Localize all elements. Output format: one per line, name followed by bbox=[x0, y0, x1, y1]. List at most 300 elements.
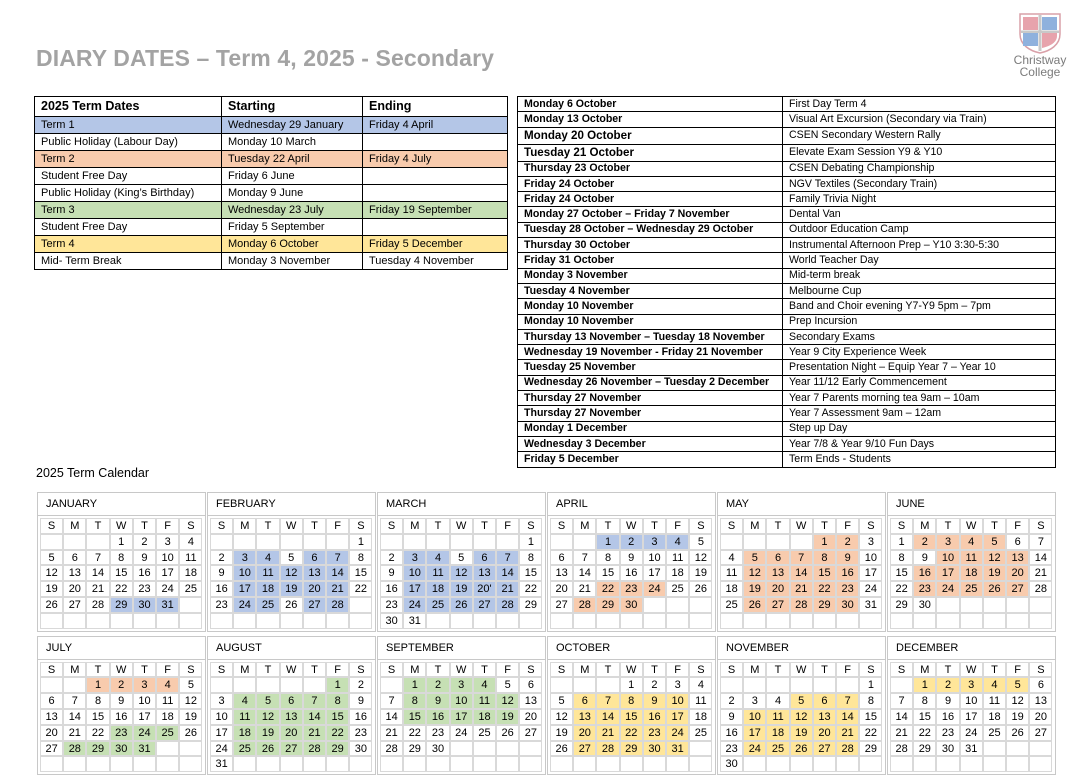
day-cell: 17 bbox=[450, 709, 473, 725]
empty-cell bbox=[496, 741, 519, 757]
term-start: Monday 6 October bbox=[222, 236, 363, 253]
weekday-header: S bbox=[890, 518, 913, 534]
weekday-header: M bbox=[403, 518, 426, 534]
day-cell: 5 bbox=[496, 677, 519, 693]
empty-cell bbox=[326, 756, 349, 772]
empty-cell bbox=[426, 613, 449, 629]
day-cell: 8 bbox=[110, 550, 133, 566]
empty-cell bbox=[256, 677, 279, 693]
empty-cell bbox=[743, 613, 766, 629]
day-cell: 25 bbox=[473, 725, 496, 741]
term-name: Term 3 bbox=[35, 202, 222, 219]
event-description: Secondary Exams bbox=[783, 329, 1056, 344]
day-cell: 27 bbox=[813, 741, 836, 757]
term-start: Friday 6 June bbox=[222, 168, 363, 185]
term-row bbox=[35, 236, 508, 253]
empty-cell bbox=[86, 756, 109, 772]
day-cell: 3 bbox=[233, 550, 256, 566]
day-cell: 13 bbox=[573, 709, 596, 725]
day-cell: 21 bbox=[836, 725, 859, 741]
term-row bbox=[35, 134, 508, 151]
empty-cell bbox=[403, 756, 426, 772]
weekday-header: T bbox=[643, 518, 666, 534]
empty-cell bbox=[766, 613, 789, 629]
empty-cell bbox=[303, 613, 326, 629]
day-cell: 23 bbox=[349, 725, 372, 741]
day-cell: 27 bbox=[280, 741, 303, 757]
day-cell: 3 bbox=[643, 534, 666, 550]
day-cell: 11 bbox=[256, 565, 279, 581]
day-cell: 13 bbox=[766, 565, 789, 581]
empty-cell bbox=[280, 534, 303, 550]
day-cell: 22 bbox=[913, 725, 936, 741]
day-cell: 30 bbox=[133, 597, 156, 613]
day-cell: 31 bbox=[666, 741, 689, 757]
day-cell: 25 bbox=[720, 597, 743, 613]
day-cell: 5 bbox=[550, 693, 573, 709]
day-cell: 30 bbox=[380, 613, 403, 629]
day-cell: 13 bbox=[40, 709, 63, 725]
day-cell: 21 bbox=[326, 581, 349, 597]
empty-cell bbox=[859, 613, 882, 629]
empty-cell bbox=[936, 597, 959, 613]
event-date: Friday 31 October bbox=[518, 253, 783, 268]
month-name: SEPTEMBER bbox=[378, 637, 545, 660]
empty-cell bbox=[496, 756, 519, 772]
day-cell: 4 bbox=[473, 677, 496, 693]
day-cell: 27 bbox=[63, 597, 86, 613]
empty-cell bbox=[1029, 613, 1052, 629]
day-cell: 25 bbox=[426, 597, 449, 613]
day-cell: 29 bbox=[913, 741, 936, 757]
empty-cell bbox=[790, 677, 813, 693]
event-description: Family Trivia Night bbox=[783, 192, 1056, 207]
day-cell: 3 bbox=[743, 693, 766, 709]
day-cell: 8 bbox=[349, 550, 372, 566]
day-cell: 30 bbox=[643, 741, 666, 757]
event-row bbox=[518, 238, 1056, 253]
day-cell: 20 bbox=[519, 709, 542, 725]
day-cell: 11 bbox=[983, 693, 1006, 709]
empty-cell bbox=[40, 534, 63, 550]
empty-cell bbox=[426, 534, 449, 550]
day-cell: 26 bbox=[40, 597, 63, 613]
day-cell: 30 bbox=[913, 597, 936, 613]
day-cell: 7 bbox=[303, 693, 326, 709]
weekday-header: T bbox=[426, 518, 449, 534]
day-cell: 24 bbox=[643, 581, 666, 597]
day-cell: 21 bbox=[1029, 565, 1052, 581]
event-description: CSEN Secondary Western Rally bbox=[783, 127, 1056, 144]
day-cell: 12 bbox=[40, 565, 63, 581]
day-cell: 2 bbox=[210, 550, 233, 566]
month-grid bbox=[718, 660, 885, 775]
weekday-header: M bbox=[63, 662, 86, 678]
weekday-header: M bbox=[573, 662, 596, 678]
term-name: Term 1 bbox=[35, 117, 222, 134]
empty-cell bbox=[280, 613, 303, 629]
day-cell: 4 bbox=[689, 677, 712, 693]
empty-cell bbox=[519, 756, 542, 772]
day-cell: 4 bbox=[720, 550, 743, 566]
day-cell: 30 bbox=[620, 597, 643, 613]
logo-line-2: College bbox=[1019, 65, 1061, 79]
empty-cell bbox=[913, 756, 936, 772]
term-end: Tuesday 4 November bbox=[363, 253, 508, 270]
empty-cell bbox=[1006, 756, 1029, 772]
event-row bbox=[518, 421, 1056, 436]
day-cell: 7 bbox=[86, 550, 109, 566]
day-cell: 18 bbox=[179, 565, 202, 581]
empty-cell bbox=[473, 756, 496, 772]
day-cell: 20 bbox=[280, 725, 303, 741]
term-start: Wednesday 29 January bbox=[222, 117, 363, 134]
day-cell: 15 bbox=[86, 709, 109, 725]
empty-cell bbox=[40, 756, 63, 772]
event-row bbox=[518, 314, 1056, 329]
weekday-header: T bbox=[256, 518, 279, 534]
day-cell: 24 bbox=[156, 581, 179, 597]
weekday-header: S bbox=[349, 518, 372, 534]
event-description: Year 7/8 & Year 9/10 Fun Days bbox=[783, 436, 1056, 451]
term-name: Mid- Term Break bbox=[35, 253, 222, 270]
weekday-header: S bbox=[859, 518, 882, 534]
day-cell: 23 bbox=[836, 581, 859, 597]
day-cell: 8 bbox=[403, 693, 426, 709]
day-cell: 23 bbox=[133, 581, 156, 597]
day-cell: 21 bbox=[496, 581, 519, 597]
weekday-header: T bbox=[936, 518, 959, 534]
event-row bbox=[518, 176, 1056, 191]
event-date: Tuesday 25 November bbox=[518, 360, 783, 375]
day-cell: 16 bbox=[210, 581, 233, 597]
day-cell: 20 bbox=[1029, 709, 1052, 725]
day-cell: 1 bbox=[326, 677, 349, 693]
day-cell: 15 bbox=[913, 709, 936, 725]
term-row bbox=[35, 151, 508, 168]
month-row bbox=[37, 492, 1060, 636]
empty-cell bbox=[303, 756, 326, 772]
day-cell: 27 bbox=[303, 597, 326, 613]
day-cell: 2 bbox=[380, 550, 403, 566]
empty-cell bbox=[303, 534, 326, 550]
day-cell: 16 bbox=[620, 565, 643, 581]
month-grid bbox=[888, 660, 1055, 775]
weekday-header: F bbox=[496, 518, 519, 534]
day-cell: 25 bbox=[983, 725, 1006, 741]
term-dates-table bbox=[34, 96, 508, 270]
empty-cell bbox=[573, 613, 596, 629]
empty-cell bbox=[573, 534, 596, 550]
day-cell: 9 bbox=[133, 550, 156, 566]
day-cell: 10 bbox=[743, 709, 766, 725]
day-cell: 11 bbox=[156, 693, 179, 709]
event-date: Monday 10 November bbox=[518, 299, 783, 314]
empty-cell bbox=[156, 756, 179, 772]
day-cell: 2 bbox=[936, 677, 959, 693]
day-cell: 9 bbox=[110, 693, 133, 709]
day-cell: 24 bbox=[133, 725, 156, 741]
month-grid bbox=[548, 516, 715, 631]
event-row bbox=[518, 222, 1056, 237]
day-cell: 12 bbox=[743, 565, 766, 581]
day-cell: 8 bbox=[86, 693, 109, 709]
empty-cell bbox=[303, 677, 326, 693]
day-cell: 20 bbox=[573, 725, 596, 741]
day-cell: 10 bbox=[960, 693, 983, 709]
empty-cell bbox=[790, 534, 813, 550]
day-cell: 2 bbox=[426, 677, 449, 693]
weekday-header: S bbox=[550, 662, 573, 678]
term-start: Monday 10 March bbox=[222, 134, 363, 151]
day-cell: 25 bbox=[960, 581, 983, 597]
day-cell: 7 bbox=[596, 693, 619, 709]
month-august bbox=[207, 636, 376, 776]
empty-cell bbox=[326, 613, 349, 629]
event-description: Year 9 City Experience Week bbox=[783, 345, 1056, 360]
event-date: Monday 6 October bbox=[518, 97, 783, 112]
empty-cell bbox=[179, 741, 202, 757]
day-cell: 31 bbox=[210, 756, 233, 772]
day-cell: 19 bbox=[550, 725, 573, 741]
weekday-header: M bbox=[573, 518, 596, 534]
day-cell: 18 bbox=[983, 709, 1006, 725]
day-cell: 19 bbox=[790, 725, 813, 741]
month-june bbox=[887, 492, 1056, 632]
day-cell: 1 bbox=[620, 677, 643, 693]
day-cell: 28 bbox=[380, 741, 403, 757]
day-cell: 1 bbox=[519, 534, 542, 550]
weekday-header: T bbox=[983, 662, 1006, 678]
day-cell: 28 bbox=[573, 597, 596, 613]
term-start: Tuesday 22 April bbox=[222, 151, 363, 168]
empty-cell bbox=[813, 613, 836, 629]
event-description: Step up Day bbox=[783, 421, 1056, 436]
day-cell: 24 bbox=[210, 741, 233, 757]
weekday-header: T bbox=[983, 518, 1006, 534]
day-cell: 16 bbox=[426, 709, 449, 725]
weekday-header: S bbox=[40, 518, 63, 534]
day-cell: 5 bbox=[983, 534, 1006, 550]
day-cell: 30 bbox=[720, 756, 743, 772]
day-cell: 17 bbox=[643, 565, 666, 581]
empty-cell bbox=[689, 756, 712, 772]
day-cell: 3 bbox=[210, 693, 233, 709]
day-cell: 8 bbox=[519, 550, 542, 566]
empty-cell bbox=[620, 613, 643, 629]
day-cell: 19 bbox=[256, 725, 279, 741]
day-cell: 26 bbox=[983, 581, 1006, 597]
empty-cell bbox=[890, 677, 913, 693]
day-cell: 7 bbox=[790, 550, 813, 566]
day-cell: 22 bbox=[890, 581, 913, 597]
day-cell: 4 bbox=[960, 534, 983, 550]
day-cell: 19 bbox=[40, 581, 63, 597]
event-row bbox=[518, 283, 1056, 298]
event-row bbox=[518, 452, 1056, 467]
empty-cell bbox=[179, 597, 202, 613]
day-cell: 7 bbox=[380, 693, 403, 709]
day-cell: 3 bbox=[859, 534, 882, 550]
weekday-header: S bbox=[689, 518, 712, 534]
day-cell: 20 bbox=[40, 725, 63, 741]
event-description: Term Ends - Students bbox=[783, 452, 1056, 467]
term-row bbox=[35, 117, 508, 134]
day-cell: 17 bbox=[666, 709, 689, 725]
day-cell: 17 bbox=[403, 581, 426, 597]
weekday-header: T bbox=[303, 662, 326, 678]
empty-cell bbox=[766, 677, 789, 693]
empty-cell bbox=[519, 613, 542, 629]
event-row bbox=[518, 192, 1056, 207]
day-cell: 29 bbox=[813, 597, 836, 613]
day-cell: 15 bbox=[596, 565, 619, 581]
day-cell: 13 bbox=[303, 565, 326, 581]
weekday-header: M bbox=[233, 662, 256, 678]
day-cell: 23 bbox=[110, 725, 133, 741]
event-description: Mid-term break bbox=[783, 268, 1056, 283]
day-cell: 14 bbox=[380, 709, 403, 725]
empty-cell bbox=[620, 756, 643, 772]
event-row bbox=[518, 112, 1056, 127]
day-cell: 15 bbox=[110, 565, 133, 581]
event-date: Friday 24 October bbox=[518, 176, 783, 191]
weekday-header: F bbox=[156, 518, 179, 534]
term-row bbox=[35, 202, 508, 219]
event-date: Monday 27 October – Friday 7 November bbox=[518, 207, 783, 222]
day-cell: 4 bbox=[766, 693, 789, 709]
weekday-header: F bbox=[326, 518, 349, 534]
day-cell: 11 bbox=[179, 550, 202, 566]
event-row bbox=[518, 329, 1056, 344]
day-cell: 7 bbox=[836, 693, 859, 709]
day-cell: 29 bbox=[519, 597, 542, 613]
day-cell: 17 bbox=[133, 709, 156, 725]
empty-cell bbox=[380, 677, 403, 693]
weekday-header: W bbox=[790, 662, 813, 678]
day-cell: 30 bbox=[426, 741, 449, 757]
empty-cell bbox=[743, 677, 766, 693]
day-cell: 20' bbox=[473, 581, 496, 597]
empty-cell bbox=[1029, 741, 1052, 757]
day-cell: 1 bbox=[913, 677, 936, 693]
day-cell: 2 bbox=[913, 534, 936, 550]
day-cell: 8 bbox=[596, 550, 619, 566]
empty-cell bbox=[890, 613, 913, 629]
event-row bbox=[518, 406, 1056, 421]
weekday-header: M bbox=[743, 518, 766, 534]
day-cell: 12 bbox=[256, 709, 279, 725]
day-cell: 5 bbox=[280, 550, 303, 566]
weekday-header: W bbox=[110, 518, 133, 534]
day-cell: 14 bbox=[790, 565, 813, 581]
empty-cell bbox=[63, 677, 86, 693]
day-cell: 3 bbox=[156, 534, 179, 550]
day-cell: 13 bbox=[519, 693, 542, 709]
weekday-header: T bbox=[473, 662, 496, 678]
day-cell: 14 bbox=[86, 565, 109, 581]
day-cell: 23 bbox=[380, 597, 403, 613]
day-cell: 5 bbox=[256, 693, 279, 709]
day-cell: 31 bbox=[156, 597, 179, 613]
day-cell: 25 bbox=[156, 725, 179, 741]
day-cell: 29 bbox=[890, 597, 913, 613]
month-name: AUGUST bbox=[208, 637, 375, 660]
day-cell: 11 bbox=[426, 565, 449, 581]
day-cell: 25 bbox=[766, 741, 789, 757]
day-cell: 26 bbox=[280, 597, 303, 613]
page-title: DIARY DATES – Term 4, 2025 - Secondary bbox=[36, 45, 495, 71]
empty-cell bbox=[179, 613, 202, 629]
empty-cell bbox=[63, 756, 86, 772]
empty-cell bbox=[596, 677, 619, 693]
day-cell: 15 bbox=[326, 709, 349, 725]
day-cell: 9 bbox=[643, 693, 666, 709]
day-cell: 18 bbox=[960, 565, 983, 581]
weekday-header: T bbox=[303, 518, 326, 534]
weekday-header: T bbox=[133, 518, 156, 534]
weekday-header: W bbox=[960, 662, 983, 678]
day-cell: 18 bbox=[156, 709, 179, 725]
weekday-header: S bbox=[550, 518, 573, 534]
day-cell: 9 bbox=[936, 693, 959, 709]
event-description: Elevate Exam Session Y9 & Y10 bbox=[783, 144, 1056, 161]
day-cell: 1 bbox=[110, 534, 133, 550]
month-may bbox=[717, 492, 886, 632]
day-cell: 10 bbox=[859, 550, 882, 566]
event-row bbox=[518, 97, 1056, 112]
weekday-header: W bbox=[620, 662, 643, 678]
day-cell: 24 bbox=[233, 597, 256, 613]
day-cell: 21 bbox=[573, 581, 596, 597]
weekday-header: F bbox=[1006, 662, 1029, 678]
empty-cell bbox=[110, 756, 133, 772]
day-cell: 18 bbox=[233, 725, 256, 741]
day-cell: 17 bbox=[960, 709, 983, 725]
day-cell: 6 bbox=[1006, 534, 1029, 550]
day-cell: 26 bbox=[179, 725, 202, 741]
day-cell: 16 bbox=[936, 709, 959, 725]
month-grid bbox=[378, 660, 545, 775]
empty-cell bbox=[233, 756, 256, 772]
day-cell: 14 bbox=[573, 565, 596, 581]
empty-cell bbox=[210, 677, 233, 693]
event-row bbox=[518, 345, 1056, 360]
day-cell: 16 bbox=[349, 709, 372, 725]
day-cell: 18 bbox=[689, 709, 712, 725]
event-row bbox=[518, 144, 1056, 161]
weekday-header: S bbox=[519, 662, 542, 678]
empty-cell bbox=[403, 534, 426, 550]
day-cell: 15 bbox=[620, 709, 643, 725]
weekday-header: T bbox=[133, 662, 156, 678]
empty-cell bbox=[836, 613, 859, 629]
day-cell: 21 bbox=[86, 581, 109, 597]
day-cell: 31 bbox=[403, 613, 426, 629]
empty-cell bbox=[666, 756, 689, 772]
empty-cell bbox=[983, 741, 1006, 757]
event-description: Year 7 Parents morning tea 9am – 10am bbox=[783, 391, 1056, 406]
day-cell: 18 bbox=[720, 581, 743, 597]
event-date: Thursday 30 October bbox=[518, 238, 783, 253]
term-end bbox=[363, 185, 508, 202]
month-april bbox=[547, 492, 716, 632]
weekday-header: T bbox=[596, 518, 619, 534]
day-cell: 15 bbox=[813, 565, 836, 581]
empty-cell bbox=[960, 597, 983, 613]
day-cell: 31 bbox=[859, 597, 882, 613]
day-cell: 22 bbox=[86, 725, 109, 741]
